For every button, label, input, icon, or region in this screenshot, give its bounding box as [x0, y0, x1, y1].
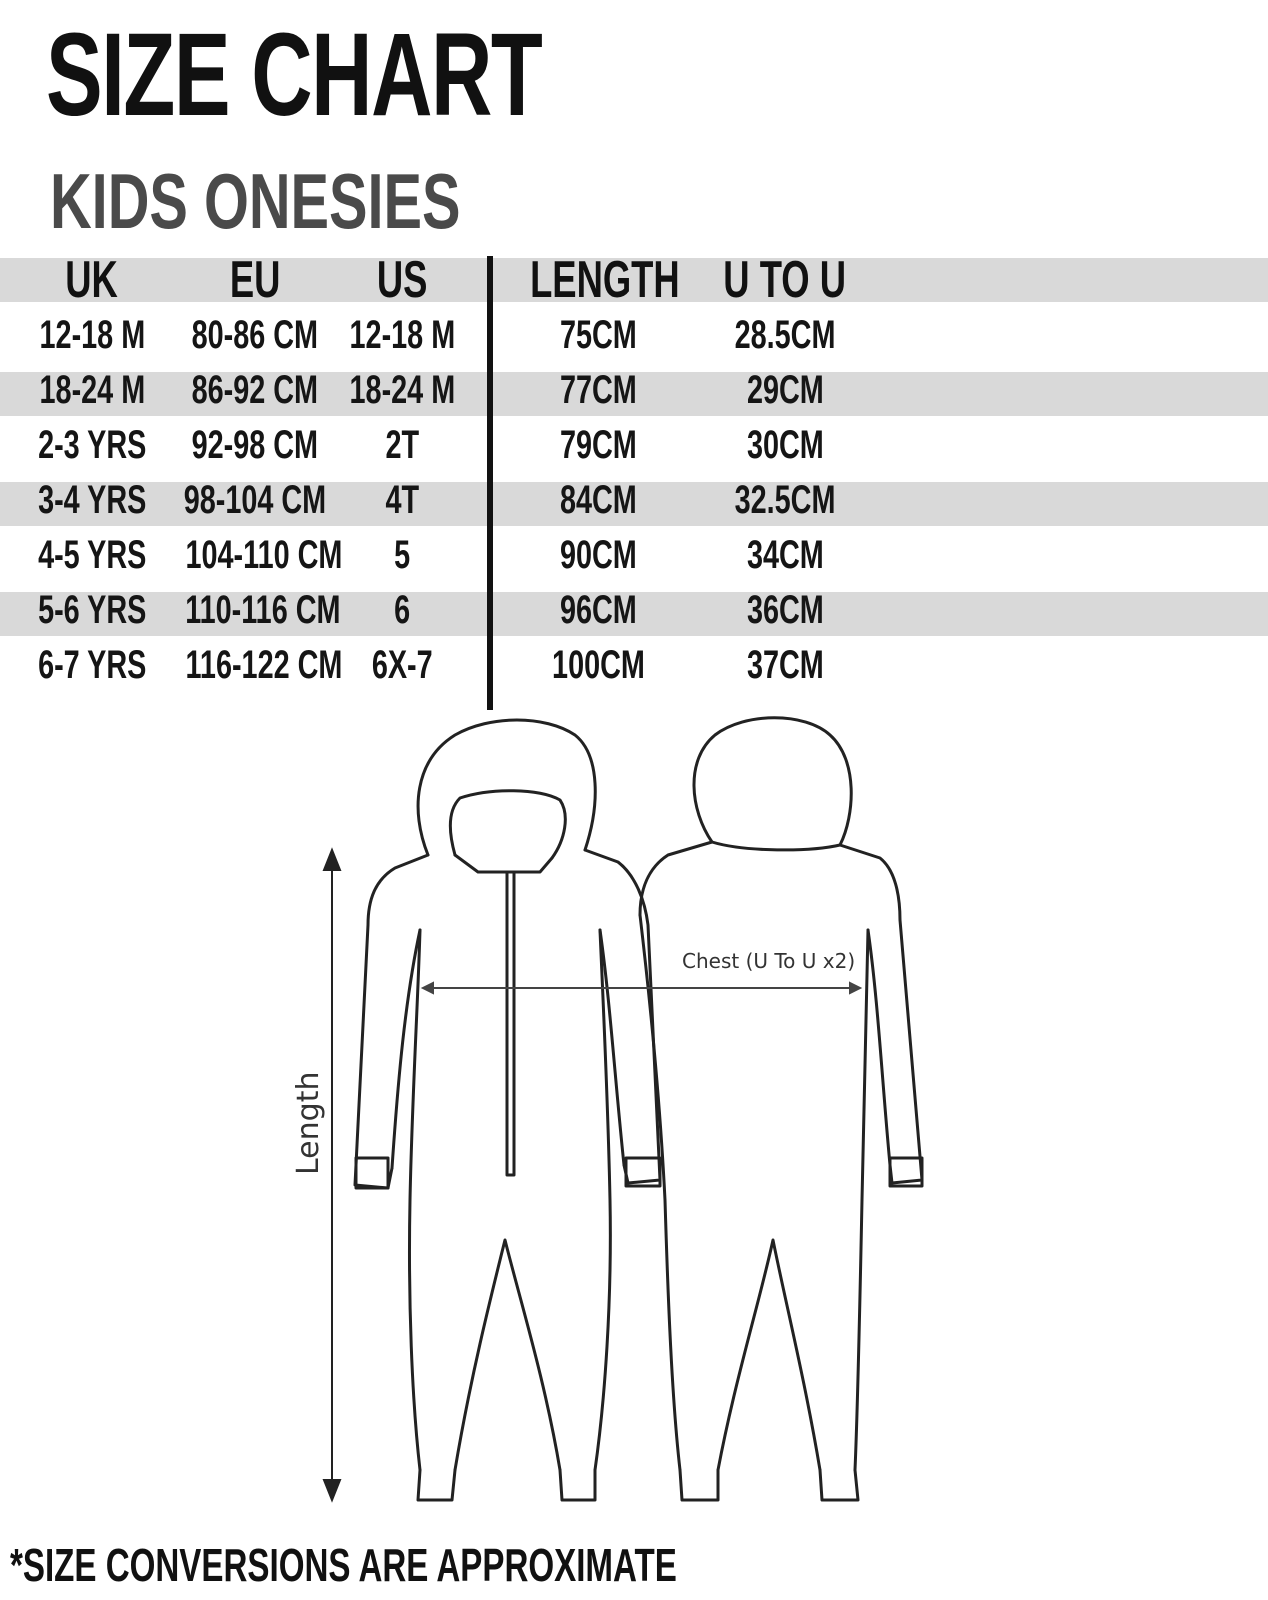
- header-label: LENGTH: [530, 251, 680, 309]
- header-label: US: [376, 251, 428, 309]
- cell-value: 30CM: [746, 423, 824, 467]
- footnote: *SIZE CONVERSIONS ARE APPROXIMATE: [10, 1539, 677, 1591]
- cell-value: 79CM: [559, 423, 637, 467]
- cell-value: 29CM: [746, 368, 824, 412]
- cell-value: 98-104 CM: [183, 478, 327, 522]
- cell-value: 116-122 CM: [185, 643, 343, 687]
- cell-value: 100CM: [551, 643, 645, 687]
- cell-value: 2-3 YRS: [37, 423, 147, 467]
- cell-value: 4T: [385, 478, 419, 522]
- cell-value: 6-7 YRS: [37, 643, 147, 687]
- length-label: Length: [291, 1071, 326, 1175]
- cell-value: 3-4 YRS: [37, 478, 147, 522]
- cell-value: 6X-7: [371, 643, 433, 687]
- chest-arrow: [423, 983, 860, 993]
- cell-value: 5: [393, 533, 411, 577]
- header-label: EU: [229, 251, 281, 309]
- cell-value: 37CM: [746, 643, 824, 687]
- cell-value: 80-86 CM: [191, 313, 319, 357]
- cell-value: 12-18 M: [349, 313, 455, 357]
- cell-value: 6: [393, 588, 411, 632]
- length-arrow: [324, 850, 340, 1500]
- chest-label: Chest (U To U x2): [682, 949, 856, 973]
- cell-value: 77CM: [559, 368, 637, 412]
- cell-value: 34CM: [746, 533, 824, 577]
- cell-value: 96CM: [559, 588, 637, 632]
- cell-value: 32.5CM: [734, 478, 836, 522]
- cell-value: 18-24 M: [349, 368, 455, 412]
- cell-value: 12-18 M: [39, 313, 145, 357]
- cell-value: 75CM: [559, 313, 637, 357]
- cell-value: 18-24 M: [39, 368, 145, 412]
- cell-value: 5-6 YRS: [37, 588, 147, 632]
- cell-value: 36CM: [746, 588, 824, 632]
- page-subtitle: KIDS ONESIES: [50, 157, 461, 245]
- cell-value: 28.5CM: [734, 313, 836, 357]
- back-onesie-outline: [640, 718, 922, 1500]
- cell-value: 84CM: [559, 478, 637, 522]
- header-label: UK: [65, 251, 119, 309]
- cell-value: 110-116 CM: [185, 588, 341, 632]
- header-label: U TO U: [723, 251, 847, 309]
- cell-value: 2T: [385, 423, 419, 467]
- cell-value: 92-98 CM: [191, 423, 319, 467]
- front-onesie-outline: [355, 720, 660, 1500]
- cell-value: 104-110 CM: [185, 533, 343, 577]
- cell-value: 4-5 YRS: [37, 533, 147, 577]
- cell-value: 86-92 CM: [191, 368, 319, 412]
- cell-value: 90CM: [559, 533, 637, 577]
- page-title: SIZE CHART: [46, 9, 542, 141]
